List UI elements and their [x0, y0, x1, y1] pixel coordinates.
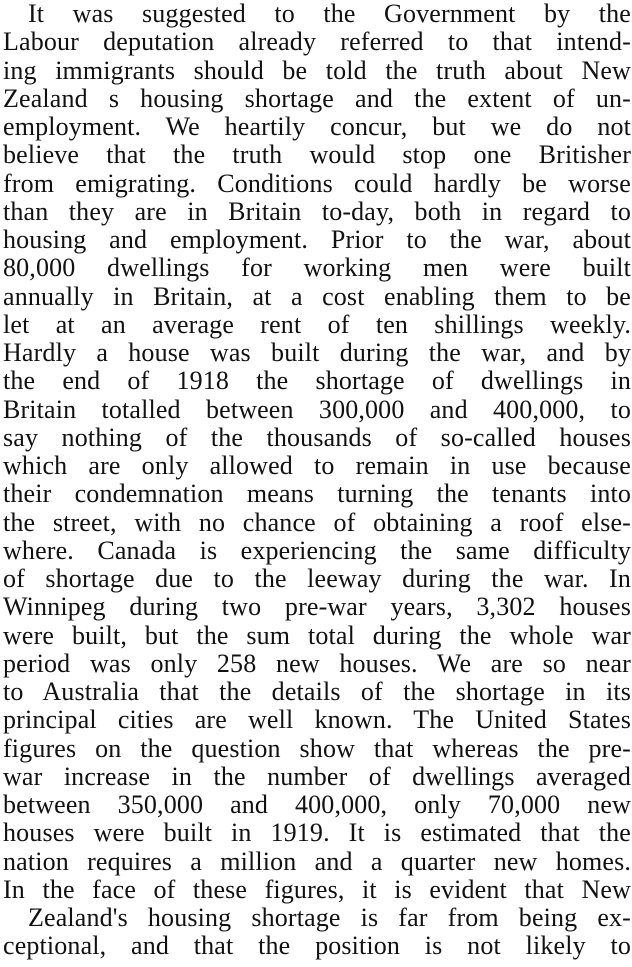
text-line: Labour deputation already referred to that intend-	[3, 28, 631, 57]
text-line: housing and employment. Prior to the war, about	[3, 226, 631, 254]
text-line: 80,000 dwellings for working men were built	[3, 254, 631, 283]
text-line: period was only 258 new houses. We are so near	[3, 649, 631, 678]
text-line: which are only allowed to remain in use because	[3, 452, 631, 480]
text-line: ing immigrants should be told the truth about New	[3, 56, 631, 85]
text-line: houses were built in 1919. It is estimated that the	[3, 819, 631, 848]
text-line: than they are in Britain to-day, both in regard to	[3, 197, 631, 226]
text-line: from emigrating. Conditions could hardly be worse	[3, 169, 631, 198]
text-line: It was suggested to the Government by the	[28, 0, 631, 28]
text-line: Zealand s housing shortage and the extent of un-	[3, 84, 631, 113]
text-line: were built, but the sum total during the whole war	[3, 621, 631, 650]
text-line: Zealand's housing shortage is far from being ex-	[28, 904, 631, 932]
text-line: say nothing of the thousands of so-called houses	[3, 423, 631, 452]
text-line: figures on the question show that whereas the pre-	[3, 734, 631, 763]
text-line: let at an average rent of ten shillings weekly.	[3, 310, 631, 339]
text-line: of shortage due to the leeway during the war. In	[3, 565, 631, 593]
text-line: Hardly a house was built during the war, and by	[3, 339, 631, 367]
text-line: annually in Britain, at a cost enabling them to be	[3, 282, 631, 311]
text-line: the end of 1918 the shortage of dwellings in	[3, 367, 631, 396]
text-line: Britain totalled between 300,000 and 400,000, to	[3, 395, 631, 424]
text-line: employment. We heartily concur, but we do not	[3, 113, 631, 141]
text-line: their condemnation means turning the tenants into	[3, 480, 631, 509]
text-line: to Australia that the details of the shortage in its	[3, 678, 631, 706]
text-line: the street, with no chance of obtaining a roof else-	[3, 508, 631, 537]
article-text	[3, 0, 631, 961]
text-line: nation requires a million and a quarter new homes.	[3, 847, 631, 876]
text-line: Winnipeg during two pre-war years, 3,302 houses	[3, 593, 631, 622]
text-line: where. Canada is experiencing the same difficulty	[3, 536, 631, 565]
text-line: between 350,000 and 400,000, only 70,000 new	[3, 791, 631, 819]
text-line: ceptional, and that the position is not likely to	[3, 932, 631, 961]
text-line: believe that the truth would stop one Britisher	[3, 141, 631, 170]
text-line: principal cities are well known. The United States	[3, 706, 631, 735]
text-line: In the face of these figures, it is evident that New	[3, 875, 631, 904]
text-line: war increase in the number of dwellings averaged	[3, 762, 631, 791]
